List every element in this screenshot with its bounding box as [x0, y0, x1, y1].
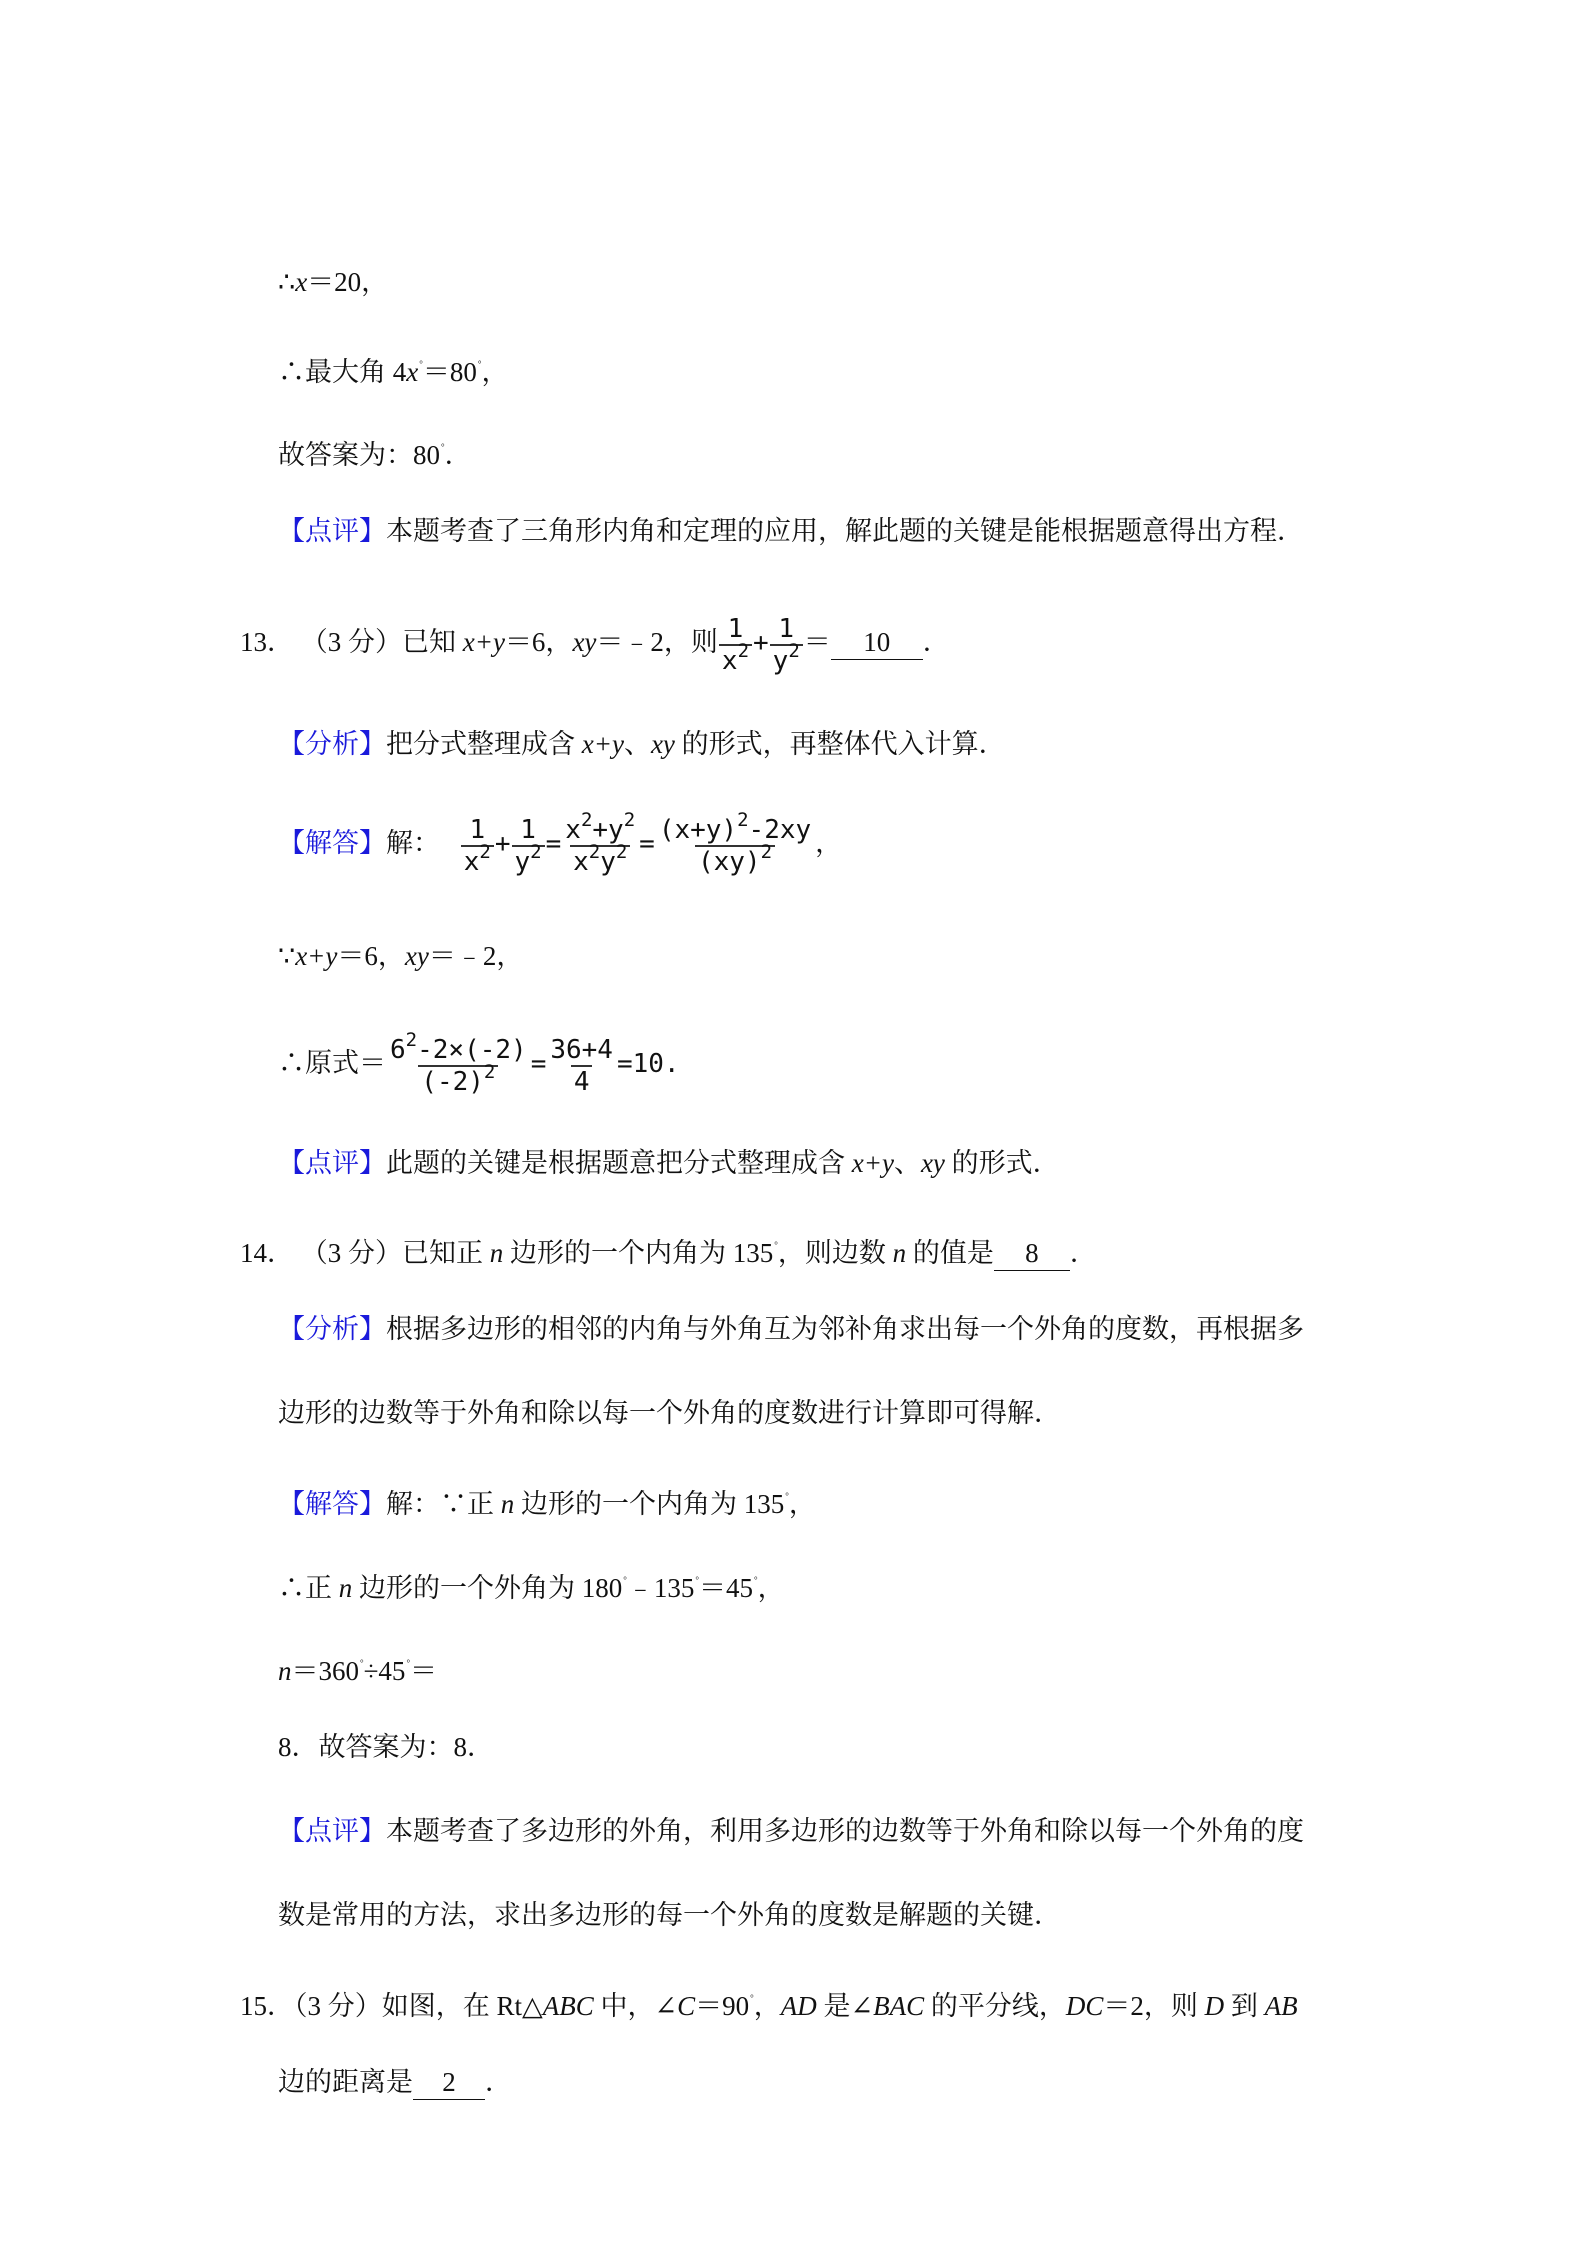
punct: ，: [481, 357, 509, 387]
denominator: [570, 840, 630, 877]
text: 边形的一个内角为 135: [514, 1489, 785, 1519]
exponent: 2: [530, 840, 542, 863]
expr: xy: [920, 1148, 945, 1178]
q14-analysis-line2: [278, 1393, 1061, 1433]
var-n: n: [489, 1238, 504, 1268]
text: ＝﹣2，: [428, 941, 524, 971]
q12-comment: [278, 511, 1304, 551]
fraction: [387, 1028, 530, 1097]
q13-analysis: [278, 724, 1006, 764]
exponent: 2: [737, 640, 750, 662]
base: +y: [592, 814, 624, 845]
numerator: 36+4: [550, 1034, 613, 1065]
base: 6: [390, 1034, 406, 1065]
exponent: 2: [479, 840, 491, 863]
exponent: 2: [483, 1060, 496, 1083]
q14-solution-line4: [278, 1727, 494, 1767]
q14-solution-line2: [278, 1560, 785, 1608]
numerator: [656, 808, 814, 845]
degree-mark: °: [774, 1240, 778, 1250]
final-value: =10.: [616, 1049, 680, 1079]
denominator: [418, 1060, 498, 1097]
degree-mark: °: [785, 1491, 789, 1501]
text: 边形的一个外角为 180: [352, 1573, 623, 1603]
because-symbol: ∵: [278, 941, 296, 971]
q12-step-max-angle: [278, 344, 508, 392]
punct: ．: [922, 627, 950, 658]
fraction: [562, 808, 638, 877]
answer-blank: 10: [831, 625, 923, 660]
q14-solution-line1: [278, 1476, 816, 1524]
fraction: [512, 815, 545, 877]
q14-comment-line2: [278, 1895, 1061, 1935]
text: 的值是: [906, 1238, 994, 1268]
q13-comment: [278, 1143, 1060, 1183]
q14-analysis-line1: [278, 1309, 1304, 1349]
degree-mark: °: [750, 1993, 754, 2003]
text: ＝6，: [337, 941, 405, 971]
text: ＝: [410, 1656, 438, 1686]
analysis-tag: 【分析】: [278, 729, 386, 759]
exponent: 2: [615, 840, 628, 863]
answer-blank: 8: [994, 1236, 1070, 1271]
value: ＝20，: [307, 267, 389, 297]
q15-stem-line2: [278, 2062, 512, 2102]
expr: D: [1204, 1991, 1225, 2021]
var-x: x: [295, 267, 308, 297]
var-n: n: [500, 1489, 515, 1519]
exponent: 2: [788, 640, 800, 662]
text: ＝45: [698, 1573, 753, 1603]
text: ＝90: [695, 1991, 750, 2021]
text: ＝﹣2，则: [596, 627, 718, 658]
question-score: （3 分）: [300, 1238, 402, 1268]
equals: =: [530, 1049, 547, 1079]
text: 的形式．: [944, 1148, 1060, 1178]
expr: x+y: [581, 729, 624, 759]
degree-mark: °: [406, 1658, 411, 1668]
text: 边形的一个内角为 135: [503, 1238, 774, 1268]
exponent: 2: [580, 808, 593, 831]
q12-step-x: [278, 262, 388, 302]
q14-comment-line1: [278, 1811, 1304, 1851]
comment-tag: 【点评】: [278, 516, 386, 546]
question-number: 14．: [240, 1238, 294, 1268]
solution-tag: 【解答】: [278, 828, 386, 858]
equals: ＝: [803, 627, 831, 658]
expr: DC: [1065, 1991, 1104, 2021]
fraction: [656, 808, 814, 877]
text: 已知: [402, 627, 463, 658]
text: 把分式整理成含: [386, 729, 582, 759]
expr: xy: [650, 729, 675, 759]
fraction: [770, 614, 803, 676]
question-number: 15．: [240, 1991, 294, 2021]
therefore-symbol: ∴: [278, 267, 296, 297]
punct: ，: [815, 828, 843, 858]
base: x: [463, 846, 480, 877]
text: 故答案为：80: [278, 440, 440, 470]
plus: +: [753, 628, 769, 659]
expr: x+y: [462, 627, 505, 658]
text: 中，∠: [593, 1991, 678, 2021]
numerator: 1: [778, 614, 795, 644]
expr: xy: [404, 941, 429, 971]
base: x: [721, 646, 738, 676]
base: x: [573, 846, 589, 877]
text: 的平分线，: [924, 1991, 1066, 2021]
base: (xy): [697, 846, 761, 877]
text: 解：∵正: [386, 1489, 501, 1519]
text: 是∠: [816, 1991, 874, 2021]
answer-blank: 2: [413, 2065, 485, 2100]
fraction: [719, 614, 752, 676]
text: 解：: [386, 828, 440, 858]
q13-result: [278, 1030, 680, 1097]
text: ﹣135: [626, 1573, 695, 1603]
expr: ABC: [542, 1991, 594, 2021]
text: 已知正: [402, 1238, 490, 1268]
degree-mark: °: [623, 1575, 627, 1585]
exponent: 2: [588, 840, 601, 863]
value: ＝80: [422, 357, 477, 387]
numerator: 1: [469, 814, 486, 845]
expr: AB: [1264, 1991, 1298, 2021]
text: ∴原式＝: [278, 1048, 386, 1078]
var-n: n: [278, 1656, 292, 1686]
text: ＝2，则: [1103, 1991, 1205, 2021]
punct: ，: [753, 1991, 781, 2021]
punct: ．: [1069, 1238, 1097, 1268]
q14-solution-line3: [278, 1643, 437, 1691]
base: y: [514, 846, 531, 877]
text: ∴正: [278, 1573, 339, 1603]
text: ∴最大角 4: [278, 357, 407, 387]
text: 边形的边数等于外角和除以每一个外角的度数进行计算即可得解．: [278, 1398, 1061, 1428]
expr: x+y: [851, 1148, 894, 1178]
text: ＝6，: [504, 627, 573, 658]
denominator: [695, 840, 775, 877]
exponent: 2: [623, 808, 636, 831]
denominator: [719, 640, 752, 676]
base: (x+y): [658, 814, 738, 845]
equals: =: [639, 829, 655, 859]
base: x: [565, 814, 581, 845]
question-number: 13．: [240, 627, 294, 658]
punct: ，: [757, 1573, 785, 1603]
exponent: 2: [737, 808, 749, 831]
var-x: x: [406, 357, 419, 387]
denominator: [512, 840, 545, 877]
base: -2xy: [748, 814, 812, 845]
punct: ．: [485, 2067, 512, 2097]
base: y: [772, 646, 789, 676]
numerator: [387, 1028, 530, 1065]
text: 、: [893, 1148, 921, 1178]
expr: xy: [572, 627, 597, 658]
text: 如图，在 Rt△: [381, 1991, 543, 2021]
equals: =: [545, 829, 562, 859]
q12-answer-line: [278, 427, 472, 475]
expr: AD: [780, 1991, 817, 2021]
denominator: [461, 840, 494, 877]
exponent: 2: [405, 1028, 418, 1051]
fraction: [461, 815, 494, 877]
text: 本题考查了多边形的外角，利用多边形的边数等于外角和除以每一个外角的度: [386, 1816, 1304, 1846]
comment-tag: 【点评】: [278, 1816, 386, 1846]
solution-tag: 【解答】: [278, 1489, 386, 1519]
question-score: （3 分）: [294, 1991, 382, 2021]
degree-mark: °: [695, 1575, 699, 1585]
text: 数是常用的方法，求出多边形的每一个外角的度数是解题的关键．: [278, 1900, 1061, 1930]
text: 、: [623, 729, 651, 759]
plus: +: [494, 829, 511, 859]
text: 根据多边形的相邻的内角与外角互为邻补角求出每一个外角的度数，再根据多: [386, 1314, 1304, 1344]
denominator: [770, 640, 803, 676]
var-n: n: [892, 1238, 907, 1268]
numerator: 1: [520, 814, 536, 845]
q13-solution-step1: [278, 810, 842, 877]
base: -2×(-2): [417, 1034, 527, 1065]
degree-mark: °: [753, 1575, 758, 1585]
fraction: [547, 1035, 616, 1097]
text: ，则边数: [777, 1238, 893, 1268]
base: (-2): [421, 1066, 484, 1097]
analysis-tag: 【分析】: [278, 1314, 386, 1344]
comment-text: 本题考查了三角形内角和定理的应用，解此题的关键是能根据题意得出方程．: [386, 516, 1304, 546]
expr: C: [677, 1991, 696, 2021]
degree-mark: °: [360, 1658, 364, 1668]
degree-mark: °: [419, 359, 423, 369]
punct: ，: [788, 1489, 816, 1519]
expr: BAC: [873, 1991, 925, 2021]
text: 此题的关键是根据题意把分式整理成含: [386, 1148, 852, 1178]
text: ÷45: [363, 1656, 406, 1686]
q14-stem: [240, 1225, 1097, 1273]
comment-tag: 【点评】: [278, 1148, 386, 1178]
degree-mark: °: [477, 359, 482, 369]
q13-stem: [240, 614, 950, 676]
degree-mark: °: [441, 442, 445, 452]
text: 到: [1224, 1991, 1265, 2021]
numerator: 1: [727, 614, 744, 644]
text: 8．故答案为：8．: [278, 1732, 494, 1762]
q15-stem-line1: [240, 1978, 1298, 2026]
expr: x+y: [295, 941, 338, 971]
text: 边的距离是: [278, 2067, 413, 2097]
question-score: （3 分）: [300, 627, 402, 658]
punct: ．: [444, 440, 472, 470]
q13-given: [278, 936, 523, 976]
denominator: 4: [571, 1065, 593, 1097]
text: 的形式，再整体代入计算．: [674, 729, 1006, 759]
exponent: 2: [760, 840, 773, 863]
base: y: [600, 846, 616, 877]
text: ＝360: [291, 1656, 359, 1686]
var-n: n: [338, 1573, 353, 1603]
